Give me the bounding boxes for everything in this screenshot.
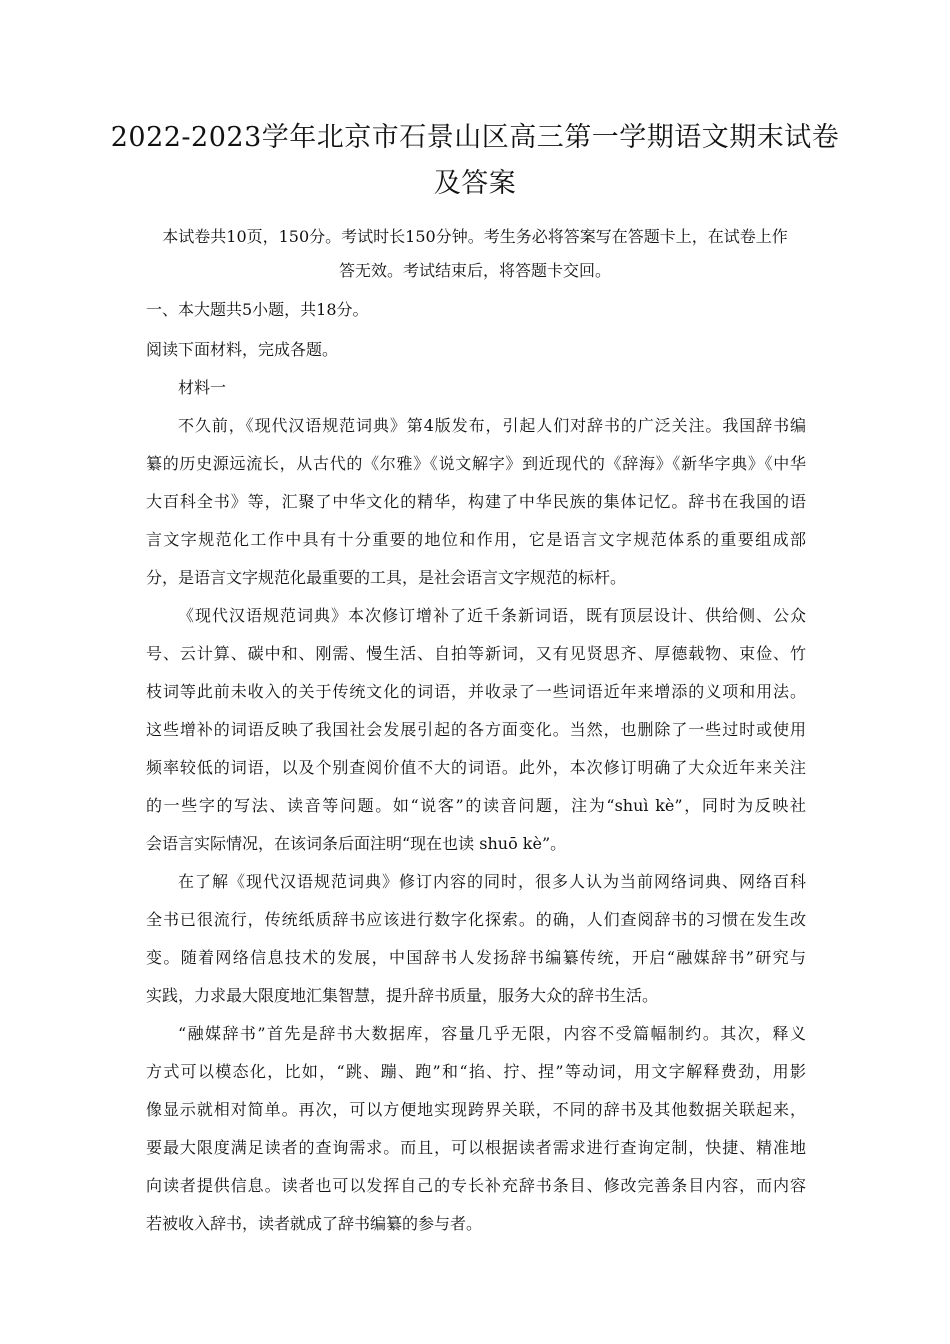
paragraph-line: 频率较低的词语，以及个别查阅价值不大的词语。此外，本次修订明确了大众近年来关注: [146, 758, 806, 777]
exam-title-line-2: 及答案: [433, 168, 517, 199]
exam-note-line-2: 答无效。考试结束后，将答题卡交回。: [338, 261, 611, 280]
paragraph-line: 言文字规范化工作中具有十分重要的地位和作用，它是语言文字规范体系的重要组成部: [146, 530, 806, 549]
paragraph-line: 《现代汉语规范词典》本次修订增补了近千条新词语，既有顶层设计、供给侧、公众: [178, 606, 806, 625]
material-label: 材料一: [178, 378, 227, 397]
paragraph-line: 不久前，《现代汉语规范词典》第4版发布，引起人们对辞书的广泛关注。我国辞书编: [178, 416, 806, 435]
paragraph-line: 号、云计算、碳中和、刚需、慢生活、自拍等新词，又有见贤思齐、厚德载物、束俭、竹: [146, 644, 806, 663]
paragraph-line: 全书已很流行，传统纸质辞书应该进行数字化探索。的确，人们查阅辞书的习惯在发生改: [146, 910, 806, 929]
paragraph-line: 在了解《现代汉语规范词典》修订内容的同时，很多人认为当前网络词典、网络百科: [178, 872, 806, 891]
paragraph-line: 会语言实际情况，在该词条后面注明“现在也读 shuō kè”。: [146, 834, 567, 853]
paragraph-line: 像显示就相对简单。再次，可以方便地实现跨界关联，不同的辞书及其他数据关联起来，: [146, 1100, 806, 1119]
section-instruction: 阅读下面材料，完成各题。: [146, 340, 339, 359]
exam-title-line-1: 2022-2023学年北京市石景山区高三第一学期语文期末试卷: [110, 122, 840, 153]
paragraph-line: 这些增补的词语反映了我国社会发展引起的各方面变化。当然，也删除了一些过时或使用: [146, 720, 806, 739]
paragraph-line: 的一些字的写法、读音等问题。如“说客”的读音问题，注为“shuì kè”，同时为反映社: [146, 796, 806, 815]
paragraph-line: 纂的历史源远流长，从古代的《尔雅》《说文解字》到近现代的《辞海》《新华字典》《中华: [146, 454, 806, 473]
paragraph-line: 若被收入辞书，读者就成了辞书编纂的参与者。: [146, 1214, 483, 1233]
section-heading: 一、本大题共5小题，共18分。: [146, 300, 369, 319]
paragraph-line: 要最大限度满足读者的查询需求。而且，可以根据读者需求进行查询定制，快捷、精准地: [146, 1138, 806, 1157]
paragraph-line: 向读者提供信息。读者也可以发挥自己的专长补充辞书条目、修改完善条目内容，而内容: [146, 1176, 806, 1195]
paragraph-line: 大百科全书》等，汇聚了中华文化的精华，构建了中华民族的集体记忆。辞书在我国的语: [146, 492, 806, 511]
paragraph-line: 变。随着网络信息技术的发展，中国辞书人发扬辞书编纂传统，开启“融媒辞书”研究与: [146, 948, 806, 967]
paragraph-line: “融媒辞书”首先是辞书大数据库，容量几乎无限，内容不受篇幅制约。其次，释义: [178, 1024, 806, 1043]
paragraph-line: 方式可以模态化，比如，“跳、蹦、跑”和“掐、拧、捏”等动词，用文字解释费劲，用影: [146, 1062, 806, 1081]
paragraph-line: 实践，力求最大限度地汇集智慧，提升辞书质量，服务大众的辞书生活。: [146, 986, 659, 1005]
exam-note-line-1: 本试卷共10页，150分。考试时长150分钟。考生务必将答案写在答题卡上，在试卷上作: [162, 227, 788, 246]
paragraph-line: 分，是语言文字规范化最重要的工具，是社会语言文字规范的标杆。: [146, 568, 627, 587]
paragraph-line: 枝词等此前未收入的关于传统文化的词语，并收录了一些词语近年来增添的义项和用法。: [146, 682, 806, 701]
